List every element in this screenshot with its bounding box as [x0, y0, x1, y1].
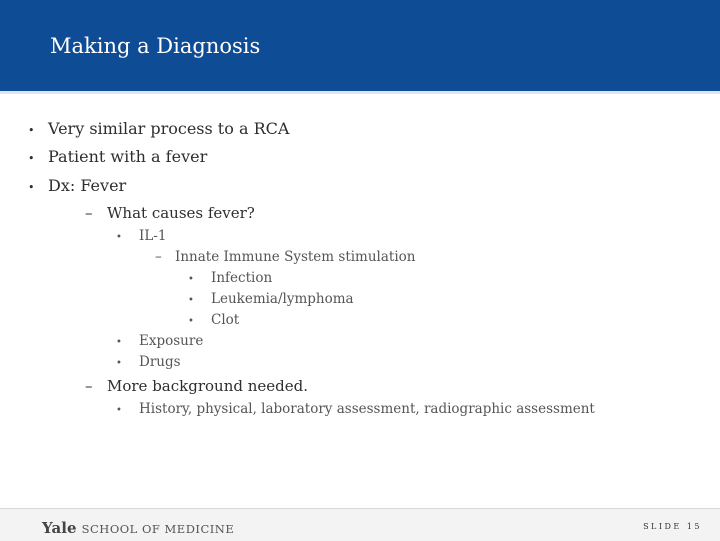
sub-sub-bullet-item — [116, 333, 203, 349]
sub-sub-bullet-text: History, physical, laboratory assessment, radiographic assessment — [139, 401, 595, 417]
header-divider — [0, 91, 720, 94]
level5-item — [188, 312, 239, 328]
dash-marker: – — [155, 249, 162, 265]
slide-number: SLIDE 15 — [643, 522, 702, 531]
level5-text: Clot — [211, 312, 240, 328]
yale-logo — [42, 518, 234, 537]
bullet-text: Dx: Fever — [48, 176, 127, 195]
slide-footer — [0, 508, 720, 541]
level5-item — [188, 291, 354, 307]
bullet-marker: • — [188, 274, 194, 285]
level4-text: Innate Immune System stimulation — [175, 249, 416, 265]
sub-bullet-item — [85, 377, 308, 395]
bullet-marker: • — [188, 295, 194, 306]
sub-sub-bullet-item — [116, 401, 595, 417]
slide-header — [0, 0, 720, 91]
bullet-text: Patient with a fever — [48, 147, 208, 166]
dash-marker: – — [85, 377, 93, 395]
level4-item — [155, 249, 416, 265]
sub-sub-bullet-text: IL-1 — [139, 228, 167, 244]
bullet-marker: • — [28, 124, 35, 137]
bullet-marker: • — [28, 181, 35, 194]
bullet-item — [28, 176, 126, 195]
bullet-marker: • — [28, 152, 35, 165]
school-name: SCHOOL OF MEDICINE — [81, 522, 235, 536]
level5-item — [188, 270, 272, 286]
level5-text: Leukemia/lymphoma — [211, 291, 354, 307]
yale-wordmark: Yale — [42, 519, 77, 537]
sub-bullet-text: More background needed. — [107, 377, 308, 395]
sub-sub-bullet-text: Exposure — [139, 333, 204, 349]
bullet-item — [28, 119, 289, 138]
sub-bullet-text: What causes fever? — [107, 204, 255, 222]
bullet-marker: • — [116, 232, 122, 243]
bullet-item — [28, 147, 207, 166]
sub-sub-bullet-item — [116, 228, 166, 244]
bullet-text: Very similar process to a RCA — [48, 119, 290, 138]
slide-title: Making a Diagnosis — [50, 34, 261, 58]
sub-sub-bullet-text: Drugs — [139, 354, 181, 370]
bullet-marker: • — [188, 316, 194, 327]
level5-text: Infection — [211, 270, 273, 286]
bullet-marker: • — [116, 405, 122, 416]
sub-bullet-item — [85, 204, 255, 222]
dash-marker: – — [85, 204, 93, 222]
bullet-marker: • — [116, 337, 122, 348]
sub-sub-bullet-item — [116, 354, 181, 370]
bullet-marker: • — [116, 358, 122, 369]
